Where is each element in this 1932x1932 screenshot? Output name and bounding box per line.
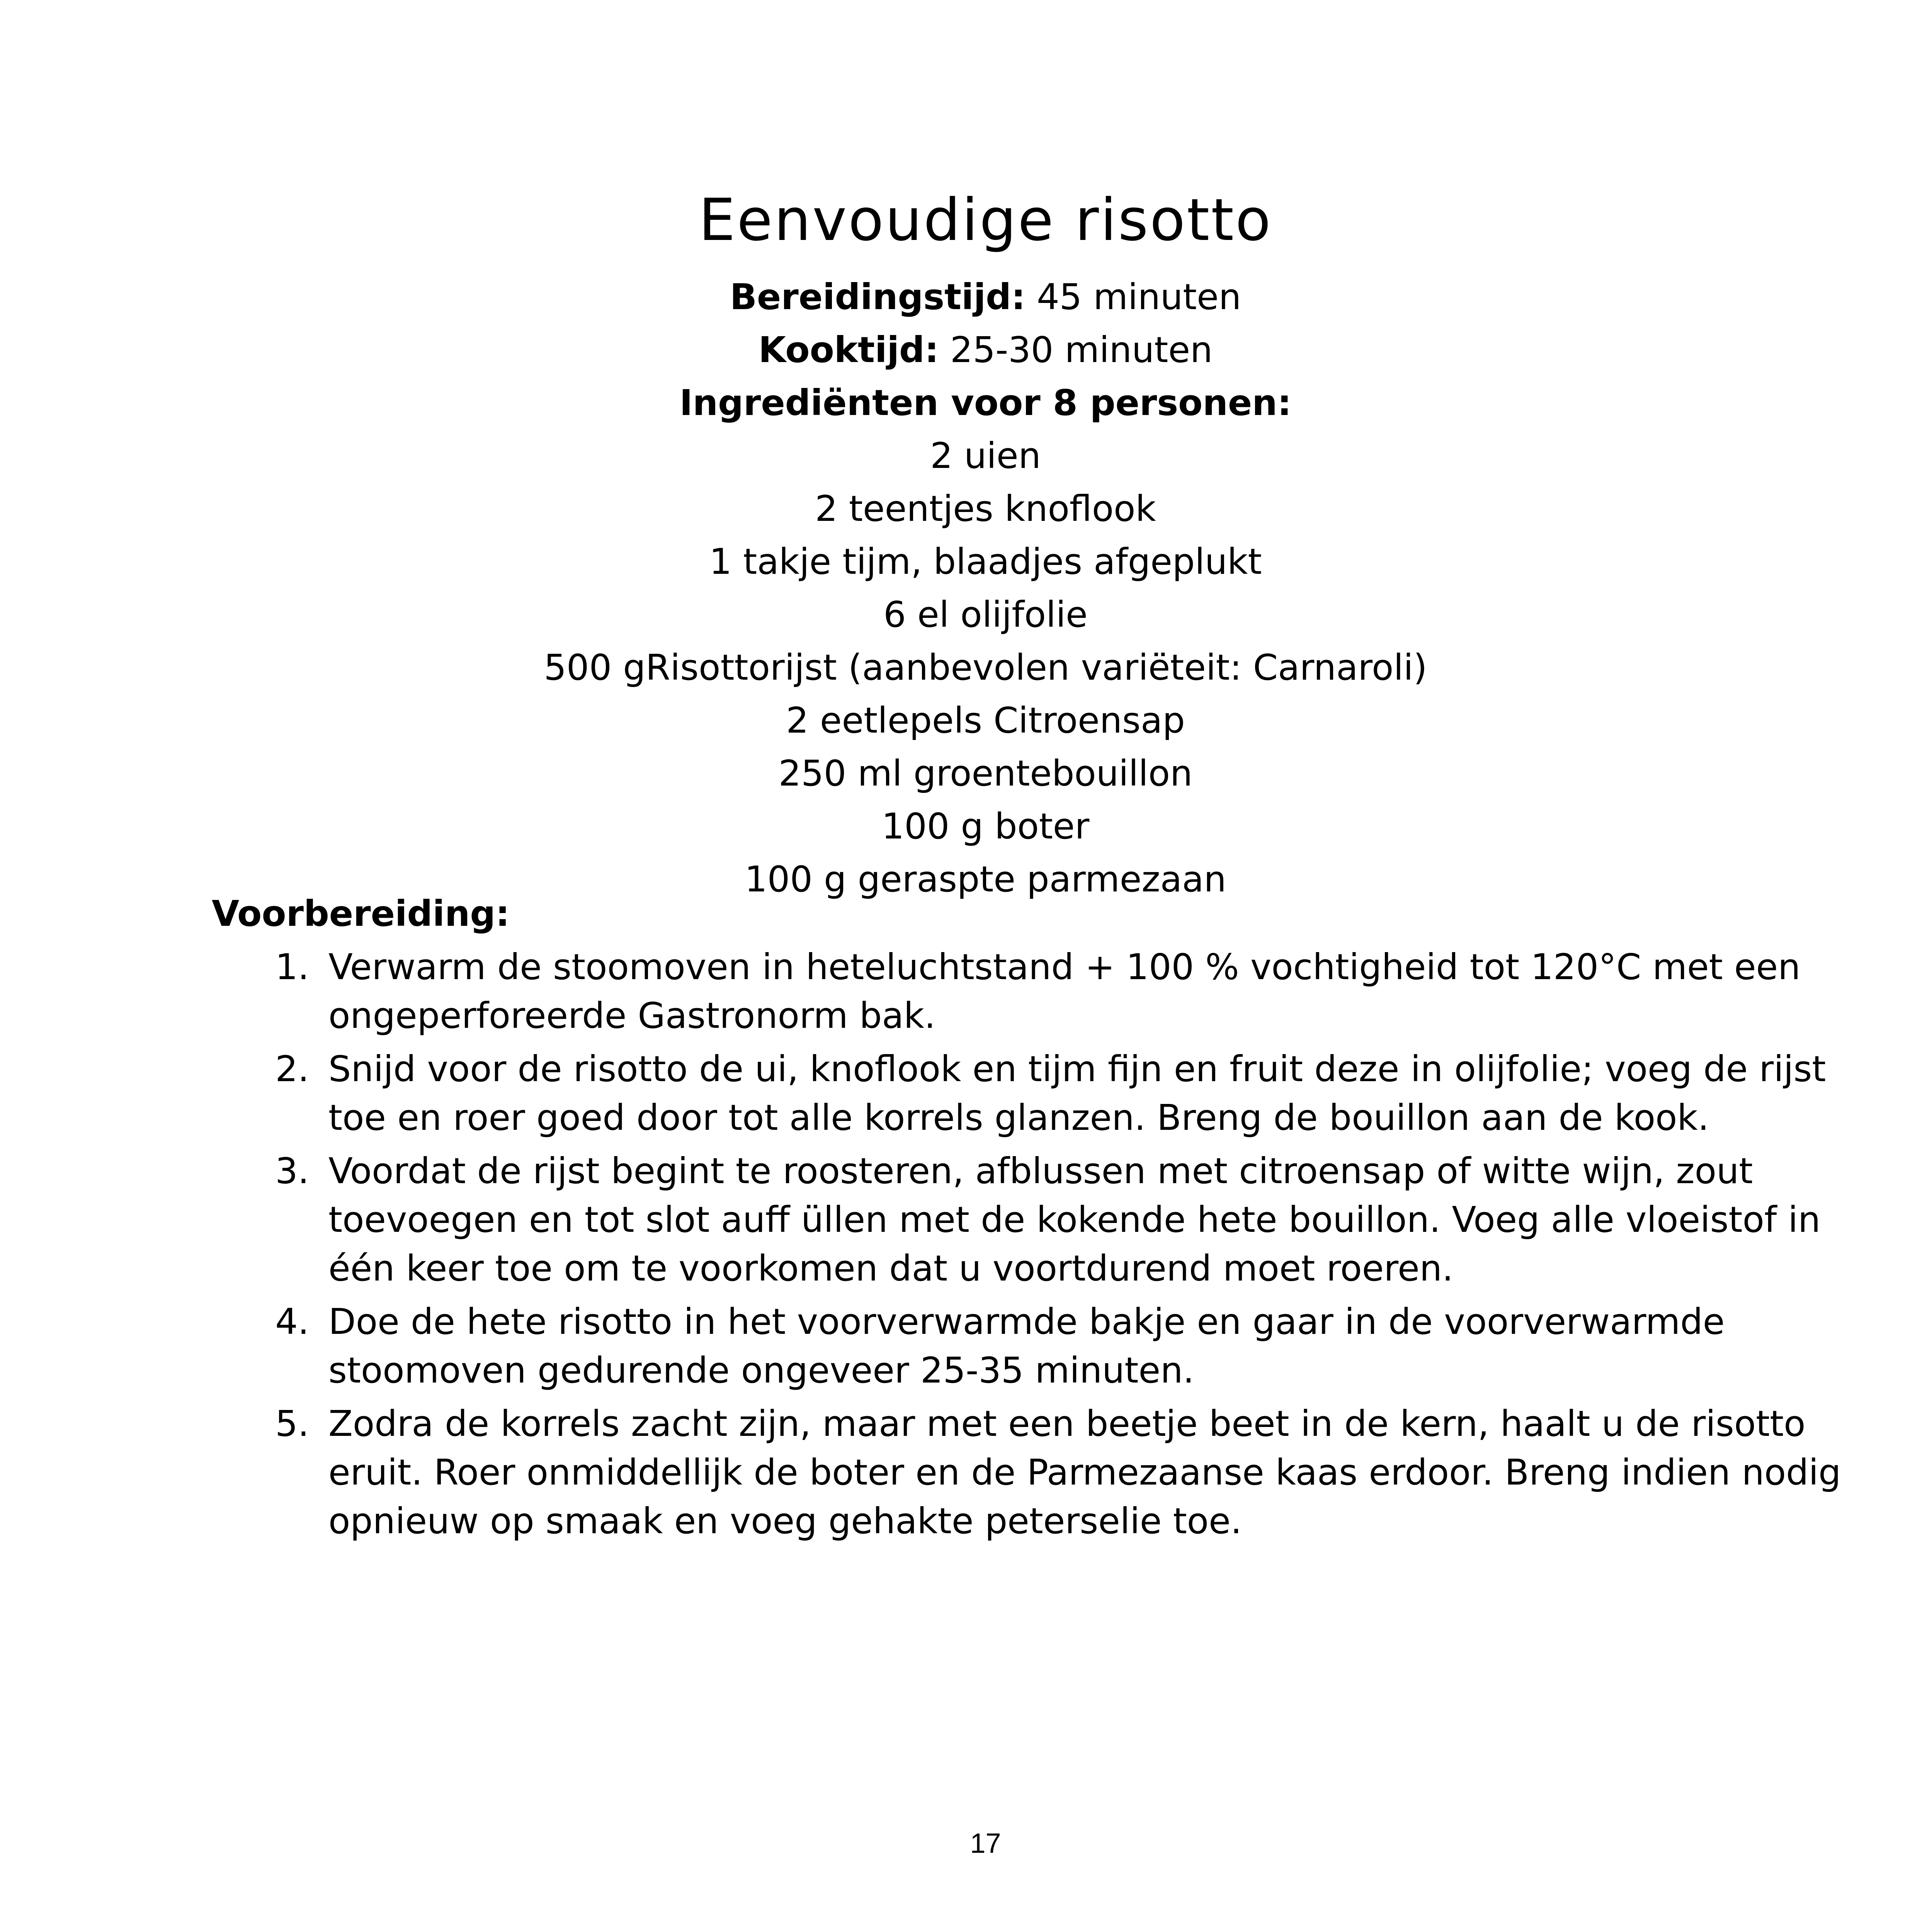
ingredients-heading: Ingrediënten voor 8 personen: [679,382,1292,423]
cook-time-value: 25-30 minuten [950,329,1213,371]
step-text: Verwarm de stoomoven in heteluchtstand + 100 % vochtigheid tot 120°C met een ongeperforeerde Gastronorm bak. [328,946,1801,1036]
preparation-step [267,1400,1851,1546]
step-number: 4. [275,1301,309,1342]
prep-time-value: 45 minuten [1037,276,1242,318]
ingredient-list [0,429,1932,906]
recipe-info [0,270,1932,906]
ingredient-item: 500 gRisottorijst (aanbevolen variëteit: Carnaroli) [544,647,1427,688]
preparation-steps [267,943,1851,1550]
prep-time-line [0,270,1932,323]
step-text: Zodra de korrels zacht zijn, maar met een beetje beet in de kern, haalt u de risotto eruit. Roer onmiddellijk de boter en de Parmezaanse kaas erdoor. Breng indien nodig opnieuw op smaak en voeg gehakte peterselie toe. [328,1403,1841,1542]
prep-time-label: Bereidingstijd: [730,276,1026,318]
ingredient-item: 100 g boter [881,806,1090,847]
preparation-step [267,943,1851,1040]
preparation-heading: Voorbereiding: [212,893,510,934]
ingredient-item: 2 eetlepels Citroensap [786,700,1185,741]
step-text: Voordat de rijst begint te roosteren, afblussen met citroensap of witte wijn, zout toevoegen en tot slot auﬀ üllen met de kokende hete bouillon. Voeg alle vloeistof in één keer toe om te voorkomen dat u voortdurend moet roeren. [328,1150,1821,1289]
page-number: 17 [970,1828,1001,1859]
cook-time-line [0,323,1932,376]
preparation-step [267,1298,1851,1395]
ingredient-item: 2 uien [930,435,1041,476]
cook-time-label: Kooktijd: [758,329,939,371]
step-number: 3. [275,1150,309,1192]
step-text: Doe de hete risotto in het voorverwarmde bakje en gaar in de voorverwarmde stoomoven gedurende ongeveer 25-35 minuten. [328,1301,1725,1391]
ingredient-item: 100 g geraspte parmezaan [745,859,1226,900]
preparation-step [267,1147,1851,1293]
ingredient-item: 2 teentjes knoflook [815,488,1156,529]
ingredient-item: 6 el olijfolie [883,594,1088,635]
step-number: 5. [275,1403,309,1444]
step-number: 1. [275,946,309,988]
step-number: 2. [275,1048,309,1090]
recipe-title: Eenvoudige risotto [699,187,1272,254]
ingredient-item: 250 ml groentebouillon [778,753,1193,794]
ingredient-item: 1 takje tijm, blaadjes afgeplukt [709,541,1262,582]
preparation-step [267,1045,1851,1142]
step-text: Snijd voor de risotto de ui, knoflook en tijm fijn en fruit deze in olijfolie; voeg de rijst toe en roer goed door tot alle korrels glanzen. Breng de bouillon aan de kook. [328,1048,1826,1138]
